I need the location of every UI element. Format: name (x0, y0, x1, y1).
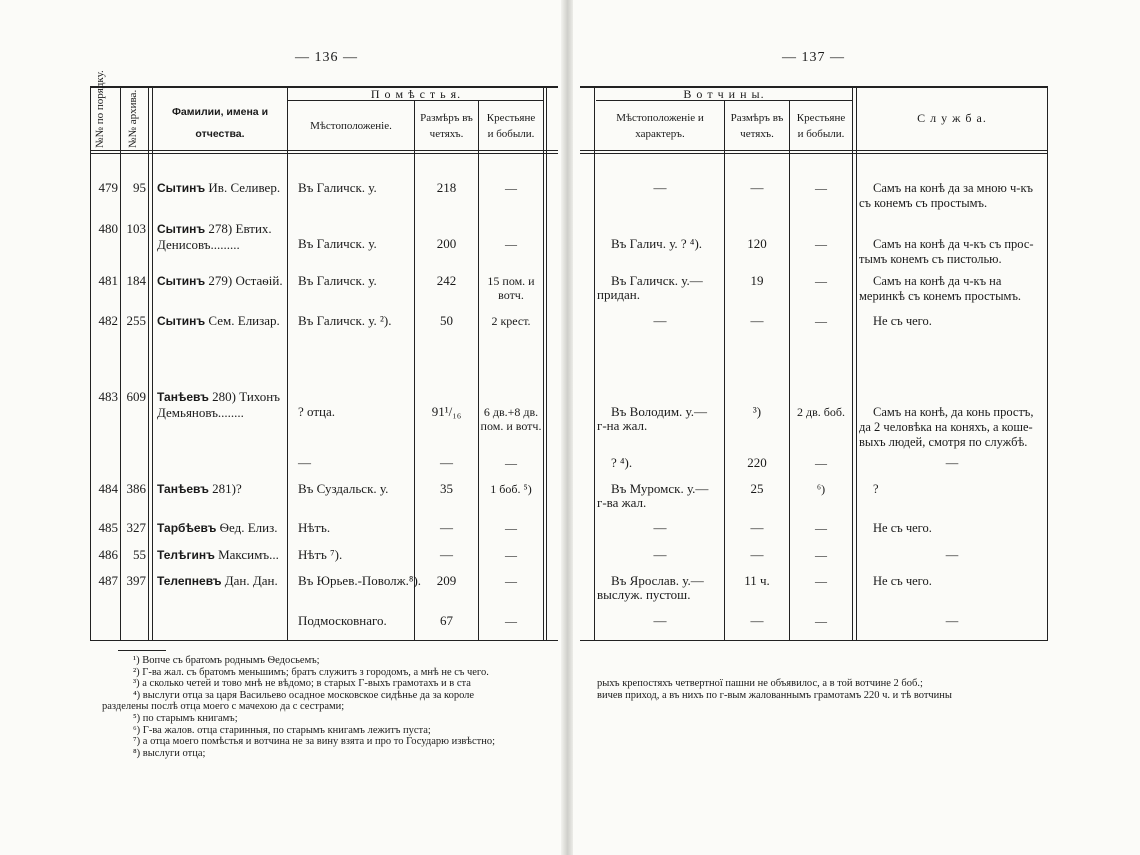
surname: Тарбѣевъ (157, 521, 217, 535)
pomestye-peasants (479, 574, 543, 588)
votchina-peasants: — (815, 574, 827, 588)
pomestye-peasants (479, 314, 543, 328)
peasants-line: — (505, 574, 517, 588)
votchina-peasants: — (815, 521, 827, 535)
given-name: 279) Остаѳій. (205, 273, 283, 288)
pomestye-size: — (440, 547, 453, 562)
surname: Сытинъ (157, 314, 206, 328)
person-name (157, 181, 280, 195)
votchina-size: ³) (752, 404, 762, 419)
row-number: 487 (98, 573, 118, 588)
footnote: рыхъ крепостяхъ четвертної пашни не объявилос, а в той вотчине 2 боб.; (597, 678, 923, 689)
service-line: ? (873, 482, 879, 496)
archive-number: 327 (126, 520, 146, 535)
service-line: — (945, 614, 959, 628)
votchina-location-line: — (653, 313, 667, 328)
patronymic: Денисовъ......... (157, 237, 240, 252)
votchina-location (596, 614, 724, 628)
service-record (859, 482, 879, 497)
votchina-location-line: — (653, 180, 667, 195)
surname: Телепневъ (157, 574, 222, 588)
header-col-no: №№ по порядку. (94, 70, 106, 148)
votchina-location (596, 548, 724, 562)
votchina-location (597, 456, 632, 470)
given-name: 281)? (208, 481, 242, 496)
surname: Телѣгинъ (157, 548, 215, 562)
service-line: Не съ чего. (873, 574, 932, 588)
peasants-line: — (505, 521, 517, 535)
peasants-line: — (505, 548, 517, 562)
header-votchiny-size: Размѣръ въ четяхъ. (730, 112, 784, 140)
archive-number: 386 (126, 481, 146, 496)
header-votchiny-peasants: Крестьяне и бобыли. (796, 112, 846, 140)
votchina-location-line: г-на жал. (597, 418, 648, 433)
votchina-location-line: выслуж. пустош. (597, 587, 691, 602)
votchina-location-line: Въ Галичск. у.— (611, 273, 703, 288)
peasants-line: 2 крест. (491, 314, 531, 328)
peasants-line: 15 пом. и (487, 274, 535, 288)
votchina-peasants: — (815, 614, 827, 628)
archive-number: 103 (126, 221, 146, 236)
pomestye-size: — (440, 520, 453, 535)
pomestye-peasants (479, 237, 543, 251)
pomestye-size: 218 (436, 180, 457, 195)
surname: Танѣевъ (157, 482, 209, 496)
page-number-left: — 136 — (295, 50, 358, 65)
votchina-location (597, 274, 703, 302)
pomestye-size: — (440, 455, 453, 470)
service-line: Не съ чего. (873, 314, 932, 328)
pomestye-size: 35 (440, 481, 453, 496)
pomestye-peasants (479, 181, 543, 195)
footnote: ³) а сколько четей и тово мнѣ не вѣдомо; в старых Г-выхъ грамотахъ и в ста (133, 678, 471, 690)
pomestye-location: Въ Юрьев.-Поволж.⁸). (298, 573, 422, 588)
header-votchiny-location: Мѣстоположеніе и характеръ. (616, 112, 704, 140)
footnote: ¹) Вопче съ братомъ роднымъ Ѳедосьемъ; (133, 655, 320, 666)
service-line: выхъ людей, смотря по службѣ. (859, 435, 1028, 449)
votchina-location-line: Въ Володим. у.— (611, 404, 708, 419)
given-name: 278) Евтих. (205, 221, 272, 236)
row-number: 485 (98, 520, 118, 535)
archive-number: 397 (126, 573, 146, 588)
peasants-line: 6 дв.+8 дв. (483, 405, 539, 419)
pomestye-peasants (479, 482, 543, 496)
pomestye-location: Въ Галичск. у. (298, 236, 377, 251)
service-line: Самъ на конѣ да ч-къ на (873, 274, 1002, 288)
service-line: Самъ на конѣ да ч-къ съ прос- (873, 237, 1034, 251)
peasants-line: — (505, 181, 517, 195)
votchina-location-line: ? ⁴). (611, 455, 633, 470)
service-record (858, 614, 1046, 629)
pomestye-peasants (479, 521, 543, 535)
pomestye-peasants (479, 614, 543, 628)
peasants-line: — (505, 456, 517, 470)
row-number: 482 (98, 313, 118, 328)
footnote: ⁷) а отца моего помѣстья и вотчина не за вину взята и про то Государю извѣстно; (133, 736, 496, 748)
votchina-location (596, 314, 724, 328)
peasants-line: пом. и вотч. (480, 419, 542, 433)
person-name (157, 314, 280, 328)
row-number: 486 (98, 547, 118, 562)
service-line: Самъ на конѣ, да конь простъ, (873, 405, 1034, 419)
row-number: 480 (98, 221, 118, 236)
service-record (859, 274, 1021, 304)
votchina-location (597, 405, 707, 433)
peasants-line: — (505, 614, 517, 628)
votchina-size: 11 ч. (744, 573, 770, 588)
votchina-peasants: — (815, 237, 827, 251)
row-number: 484 (98, 481, 118, 496)
pomestye-location: — (298, 455, 311, 470)
archive-number: 95 (133, 180, 146, 195)
patronymic: Демьяновъ........ (157, 405, 244, 420)
pomestye-size: 242 (436, 273, 457, 288)
service-record (859, 237, 1034, 267)
peasants-line: вотч. (498, 288, 524, 302)
votchina-size: — (750, 313, 764, 328)
votchina-location-line: Въ Ярослав. у.— (611, 573, 704, 588)
header-col-archive: №№ архива. (127, 89, 139, 148)
pomestye-size: 67 (440, 613, 453, 628)
pomestye-location: Нѣтъ ⁷). (298, 547, 343, 562)
footnote: ⁶) Г-ва жалов. отца старинныя, по старымъ книгамъ лежитъ пуста; (133, 724, 431, 736)
votchina-location-line: — (653, 613, 667, 628)
given-name: 280) Тихонъ (208, 389, 280, 404)
votchina-peasants: — (815, 274, 827, 288)
votchina-location-line: г-ва жал. (597, 495, 647, 510)
pomestye-size: 50 (440, 313, 453, 328)
votchina-location (596, 181, 724, 195)
pomestye-location: Подмосковнаго. (298, 613, 387, 628)
service-line: тымъ конемъ съ пистолью. (859, 252, 1002, 266)
votchina-location-line: — (653, 520, 667, 535)
pomestye-size: 200 (436, 236, 457, 251)
footnote: ²) Г-ва жал. съ братомъ меньшимъ; братъ служитъ з городомъ, а мнѣ не съ чего. (133, 666, 489, 678)
service-record (859, 181, 1033, 211)
votchina-location (597, 482, 708, 510)
row-number: 481 (98, 273, 118, 288)
surname: Сытинъ (157, 181, 206, 195)
header-col-peasants: Крестьяне и бобыли. (486, 112, 536, 140)
person-name (157, 521, 278, 535)
archive-number: 609 (126, 389, 146, 404)
pomestye-peasants (479, 456, 543, 470)
person-name (157, 482, 242, 496)
votchina-peasants: — (815, 181, 827, 195)
peasants-line: 1 боб. ⁵) (490, 482, 532, 496)
service-line: — (945, 548, 959, 562)
footnote: вичев приход, а въ нихъ по г-вым жалованнымъ грамотамъ 220 ч. и тѣ вотчины (597, 689, 952, 701)
footnote: разделены послѣ отца моего с мачехою да с сестрами; (102, 701, 345, 713)
person-name (157, 548, 279, 562)
votchina-size: — (750, 180, 764, 195)
service-record (859, 521, 932, 536)
pomestye-location: Въ Галичск. у. (298, 273, 377, 288)
votchina-size: 220 (747, 455, 767, 470)
header-col-service: С л у ж б а. (917, 111, 987, 125)
votchina-size: — (750, 613, 764, 628)
footnote-rule (118, 650, 166, 651)
votchina-peasants: — (815, 456, 827, 470)
votchina-size: — (750, 547, 764, 562)
pomestye-location: ? отца. (298, 404, 336, 419)
person-name (157, 222, 272, 252)
votchina-location-line: Въ Муромск. у.— (611, 481, 709, 496)
service-line: — (945, 456, 959, 470)
service-line: Самъ на конѣ да за мною ч-къ (873, 181, 1033, 195)
header-group-votchiny: В о т ч и н ы. (683, 87, 765, 101)
person-name (157, 274, 283, 288)
book-gutter (561, 0, 573, 855)
votchina-peasants: — (815, 548, 827, 562)
header-group-pomestya: П о м ѣ с т ь я. (370, 87, 462, 101)
header-col-names: Фамилии, имена и отчества. (171, 106, 269, 140)
pomestye-peasants (479, 548, 543, 562)
given-name: Дан. Дан. (221, 573, 278, 588)
header-col-size: Размѣръ въ четяхъ. (420, 112, 473, 140)
service-record (858, 548, 1046, 563)
row-number: 479 (98, 180, 118, 195)
service-line: да 2 человѣка на коняхъ, а коше- (859, 420, 1033, 434)
votchina-size: — (750, 520, 764, 535)
pomestye-location: Нѣтъ. (298, 520, 331, 535)
service-line: съ конемъ съ простымъ. (859, 196, 988, 210)
pomestye-size: 209 (436, 573, 457, 588)
peasants-line: — (505, 237, 517, 251)
footnote: ⁴) выслуги отца за царя Васильево осадное московское сидѣнье да за короле (133, 689, 475, 701)
votchina-peasants: 2 дв. боб. (797, 405, 845, 419)
surname: Танѣевъ (157, 390, 209, 404)
votchina-location-line: — (653, 547, 667, 562)
votchina-location (597, 237, 702, 251)
service-line: Не съ чего. (873, 521, 932, 535)
row-number: 483 (98, 389, 118, 404)
given-name: Максимъ... (214, 547, 279, 562)
pomestye-peasants (479, 405, 543, 433)
archive-number: 55 (133, 547, 146, 562)
votchina-size: 25 (750, 481, 764, 496)
person-name (157, 574, 278, 588)
service-record (858, 456, 1046, 471)
service-record (859, 574, 932, 589)
person-name (157, 390, 280, 420)
header-col-location: Мѣстоположеніе. (310, 120, 392, 132)
service-line: меринкѣ съ конемъ простымъ. (859, 289, 1022, 303)
given-name: Ив. Селивер. (205, 180, 281, 195)
service-record (859, 314, 932, 329)
pomestye-size: 91¹/₁₆ (431, 404, 462, 419)
footnote: ⁸) выслуги отца; (133, 747, 206, 759)
votchina-peasants: ⁶) (816, 482, 826, 496)
votchina-location-line: Въ Галич. у. ? ⁴). (611, 236, 703, 251)
archive-number: 255 (126, 313, 146, 328)
archive-number: 184 (126, 273, 146, 288)
footnote: ⁵) по старымъ книгамъ; (133, 713, 238, 724)
votchina-location (596, 521, 724, 535)
votchina-size: 19 (750, 273, 764, 288)
pomestye-location: Въ Галичск. у. (298, 180, 377, 195)
given-name: Сем. Елизар. (205, 313, 280, 328)
surname: Сытинъ (157, 274, 206, 288)
service-record (859, 405, 1034, 450)
pomestye-location: Въ Галичск. у. ²). (298, 313, 392, 328)
votchina-size: 120 (747, 236, 767, 251)
pomestye-peasants (479, 274, 543, 302)
votchina-location (597, 574, 704, 602)
surname: Сытинъ (157, 222, 206, 236)
page-number-right: — 137 — (782, 50, 845, 65)
given-name: Ѳед. Елиз. (216, 520, 278, 535)
votchina-location-line: придан. (597, 287, 641, 302)
pomestye-location: Въ Суздальск. у. (298, 481, 389, 496)
votchina-peasants: — (815, 314, 827, 328)
